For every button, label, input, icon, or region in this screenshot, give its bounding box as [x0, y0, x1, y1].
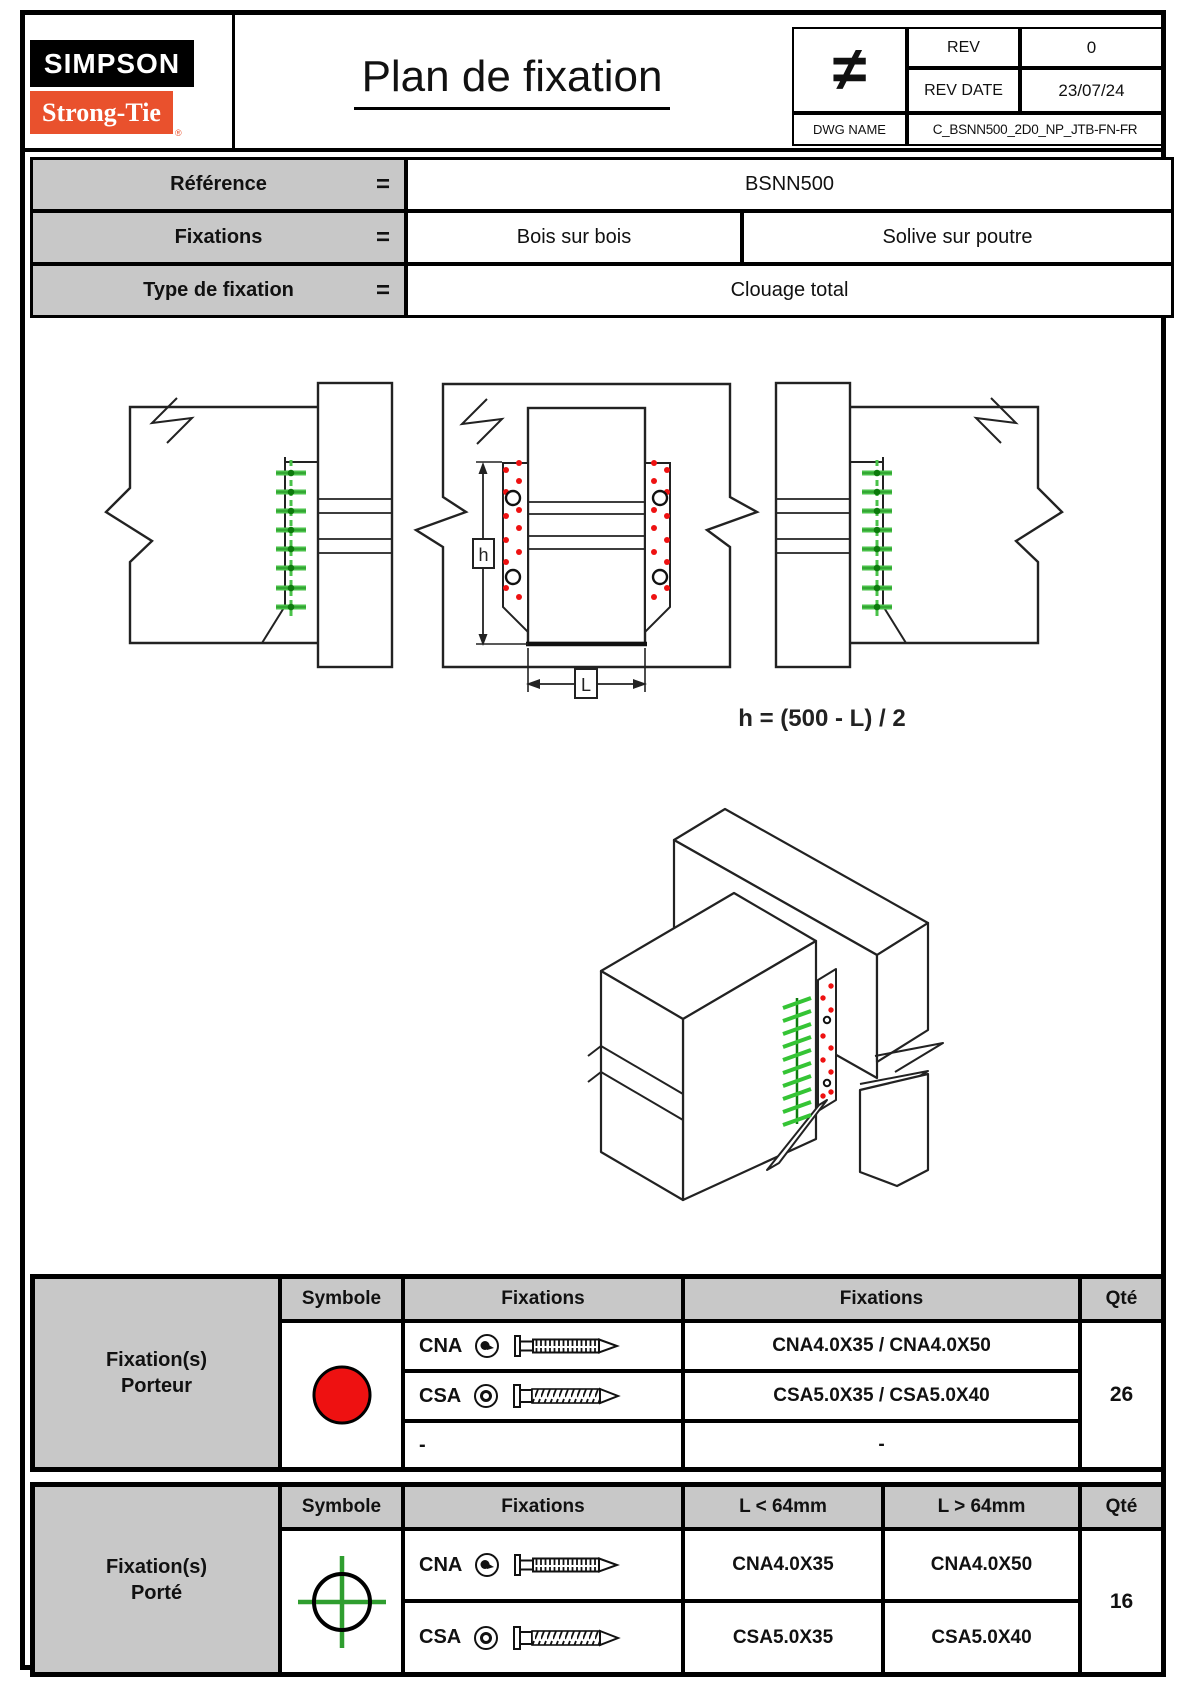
view-2d-front	[416, 384, 757, 698]
equals-icon: =	[375, 276, 390, 304]
porteur-fixations-table	[30, 1274, 1166, 1472]
porteur-symbol-cell	[280, 1321, 403, 1469]
dim-h-label: h	[478, 545, 489, 565]
dim-L-label: L	[580, 675, 592, 695]
green-crosshair-icon	[290, 1546, 394, 1658]
dimension-L	[526, 648, 647, 698]
csa-screw-side-icon	[511, 1383, 623, 1409]
formula-text: h = (500 - L) / 2	[738, 705, 906, 732]
technical-drawing	[25, 316, 1161, 1272]
cna-head-icon	[474, 1552, 500, 1578]
porte-cna-gt64: CNA4.0X50	[883, 1529, 1080, 1601]
porteur-qty-value: 26	[1080, 1321, 1163, 1469]
info-row-type-label	[33, 266, 404, 315]
header-fixations-ref: Fixations	[683, 1277, 1080, 1321]
porte-row-label	[33, 1485, 280, 1674]
info-table	[30, 157, 1174, 318]
view-2d-left	[106, 383, 392, 667]
porte-label-line2: Porté	[130, 1581, 183, 1604]
porte-fixations-table	[30, 1482, 1166, 1677]
rev-date-value: 23/07/24	[1020, 68, 1163, 113]
header-bottom-rule	[25, 148, 1166, 152]
simpson-logo-text: SIMPSON	[43, 47, 181, 79]
view-3d-isometric	[588, 809, 943, 1200]
header-vertical-divider	[232, 15, 235, 150]
porteur-label-line2: Porteur	[120, 1375, 193, 1397]
porte-symbol-cell	[280, 1529, 403, 1674]
strongtie-logo	[30, 91, 173, 134]
type-fixation-value: Clouage total	[408, 266, 1171, 315]
porte-qty-value: 16	[1080, 1529, 1163, 1674]
equals-icon: =	[375, 223, 390, 251]
rev-date-label: REV DATE	[907, 68, 1020, 113]
csa-head-icon	[473, 1383, 499, 1409]
header-l-gt-64: L > 64mm	[883, 1485, 1080, 1529]
red-circle-icon	[309, 1362, 375, 1428]
fixations-value-1: Bois sur bois	[408, 213, 740, 262]
porteur-cna-value: CNA4.0X35 / CNA4.0X50	[683, 1321, 1080, 1371]
fixations-label: Fixations	[174, 226, 263, 248]
type-fixation-label: Type de fixation	[143, 279, 294, 301]
header-qty: Qté	[1080, 1277, 1163, 1321]
reference-value: BSNN500	[408, 160, 1171, 209]
porteur-label-line1: Fixation(s)	[105, 1349, 208, 1371]
simpson-logo	[30, 40, 194, 87]
title-block	[236, 52, 788, 110]
dwg-name-value: C_BSNN500_2D0_NP_JTB-FN-FR	[907, 113, 1163, 146]
porte-label-line1: Fixation(s)	[105, 1555, 208, 1578]
dwg-name-label: DWG NAME	[792, 113, 907, 146]
porteur-row-empty	[403, 1421, 683, 1469]
fixations-value-2: Solive sur poutre	[744, 213, 1171, 262]
cna-code: CNA	[419, 1553, 463, 1576]
csa-code: CSA	[419, 1384, 462, 1407]
header-fixations: Fixations	[403, 1277, 683, 1321]
csa-head-icon	[473, 1625, 499, 1651]
empty-code: -	[419, 1433, 426, 1456]
header-fixations: Fixations	[403, 1485, 683, 1529]
porte-row-cna	[403, 1529, 683, 1601]
porteur-csa-value: CSA5.0X35 / CSA5.0X40	[683, 1371, 1080, 1421]
porteur-row-label	[33, 1277, 280, 1469]
revision-table	[792, 27, 1163, 146]
porteur-row-csa	[403, 1371, 683, 1421]
header-symbole: Symbole	[280, 1485, 403, 1529]
reference-label: Référence	[170, 173, 267, 195]
cna-nail-side-icon	[512, 1552, 624, 1578]
not-equal-icon: ≠	[792, 27, 907, 113]
porte-row-csa	[403, 1601, 683, 1674]
porte-csa-gt64: CSA5.0X40	[883, 1601, 1080, 1674]
cna-head-icon	[474, 1333, 500, 1359]
header-l-lt-64: L < 64mm	[683, 1485, 883, 1529]
porteur-empty-value: -	[683, 1421, 1080, 1469]
strongtie-logo-text: Strong-Tie	[42, 97, 161, 127]
view-2d-right	[776, 383, 1062, 667]
page-title: Plan de fixation	[354, 52, 671, 110]
cna-nail-side-icon	[512, 1333, 624, 1359]
equals-icon: =	[375, 170, 390, 198]
porteur-row-cna	[403, 1321, 683, 1371]
porte-cna-lt64: CNA4.0X35	[683, 1529, 883, 1601]
header-qty: Qté	[1080, 1485, 1163, 1529]
registered-mark: ®	[175, 128, 182, 138]
info-row-reference-label	[33, 160, 404, 209]
info-row-fixations-label	[33, 213, 404, 262]
csa-screw-side-icon	[511, 1625, 623, 1651]
rev-label: REV	[907, 27, 1020, 68]
rev-value: 0	[1020, 27, 1163, 68]
porte-csa-lt64: CSA5.0X35	[683, 1601, 883, 1674]
csa-code: CSA	[419, 1626, 462, 1648]
header-symbole: Symbole	[280, 1277, 403, 1321]
cna-code: CNA	[419, 1334, 463, 1357]
